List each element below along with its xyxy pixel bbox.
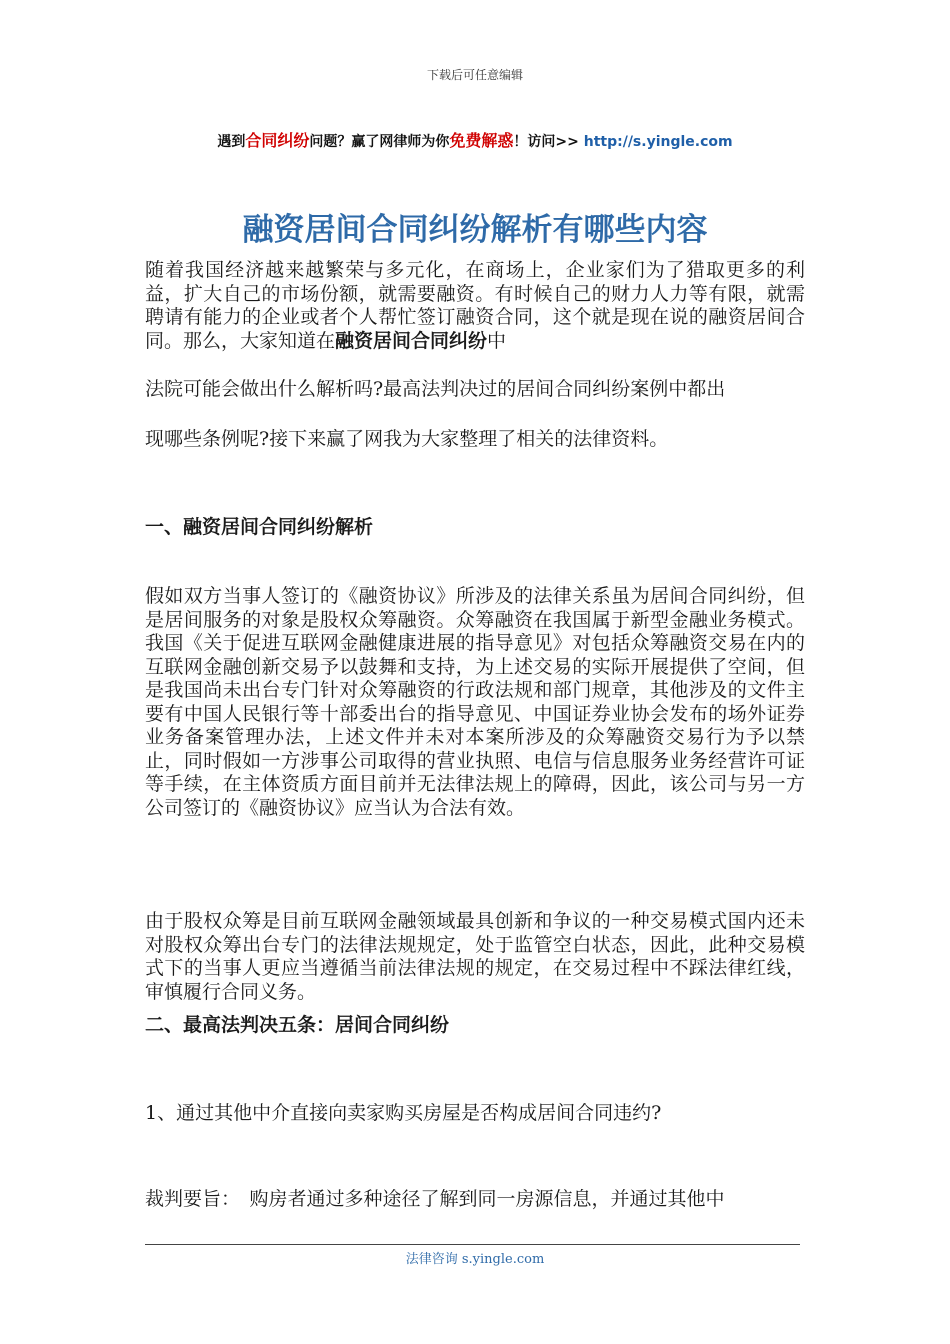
header-note: 下载后可任意编辑: [426, 68, 523, 82]
page-title: 融资居间合同纠纷解析有哪些内容: [242, 212, 708, 248]
section-2-item-1: 1、通过其他中介直接向卖家购买房屋是否构成居间合同违约?: [145, 1102, 662, 1124]
section-1-heading: 一、融资居间合同纠纷解析: [145, 516, 374, 538]
ruling-summary: 裁判要旨： 购房者通过多种途径了解到同一房源信息，并通过其他中: [145, 1188, 725, 1210]
section-2-heading: 二、最高法判决五条：居间合同纠纷: [145, 1014, 450, 1036]
promo-middle: 问题？赢了网律师为你: [309, 134, 450, 150]
promo-url-link[interactable]: http://s.yingle.com: [583, 134, 733, 150]
promo-highlight-contract-dispute: 合同纠纷: [245, 131, 310, 150]
section-1-paragraph-1: 假如双方当事人签订的《融资协议》所涉及的法律关系虽为居间合同纠纷，但是居间服务的对象是股权众筹融资。众筹融资在我国属于新型金融业务模式。我国《关于促进互联网金融健康进展的指导意见》对包括众筹融资交易在内的互联网金融创新交易予以鼓舞和支持，为上述交易的实际开展提供了空间，但是我国尚未出台专门针对众筹融资的行政法规和部门规章，其他涉及的文件主要有中国人民银行等十部委出台的指导意见、中国证券业协会发布的场外证券业务备案管理办法，上述文件并未对本案所涉及的众筹融资交易行为予以禁止，同时假如一方涉事公司取得的营业执照、电信与信息服务业务经营许可证等手续，在主体资质方面目前并无法律法规上的障碍，因此，该公司与另一方公司签订的《融资协议》应当认为合法有效。: [145, 585, 805, 819]
intro-text-1: 随着我国经济越来越繁荣与多元化，在商场上，企业家们为了猎取更多的利益，扩大自己的市场份额，就需要融资。有时候自己的财力人力等有限，就需聘请有能力的企业或者个人帮忙签订融资合同，这个就是现在说的融资居间合同。那么，大家知道在: [145, 259, 805, 352]
promo-highlight-free-answer: 免费解惑: [449, 131, 514, 150]
footer-text: 法律咨询 s.yingle.com: [405, 1252, 545, 1267]
promo-prefix: 遇到: [217, 134, 246, 150]
footer-divider: [145, 1244, 800, 1245]
intro-line-3: 现哪些条例呢?接下来赢了网我为大家整理了相关的法律资料。: [145, 428, 669, 450]
intro-paragraph: [145, 259, 805, 353]
intro-bold-term: 融资居间合同纠纷: [335, 329, 488, 352]
promo-suffix: ！访问>>: [513, 134, 584, 150]
intro-text-2: 中: [487, 329, 507, 352]
intro-line-2: 法院可能会做出什么解析吗?最高法判决过的居间合同纠纷案例中都出: [145, 378, 726, 400]
promo-banner: [0, 128, 950, 151]
section-1-paragraph-2: 由于股权众筹是目前互联网金融领域最具创新和争议的一种交易模式国内还未对股权众筹出台专门的法律法规规定，处于监管空白状态，因此，此种交易模式下的当事人更应当遵循当前法律法规的规定，在交易过程中不踩法律红线，审慎履行合同义务。: [145, 910, 805, 1003]
